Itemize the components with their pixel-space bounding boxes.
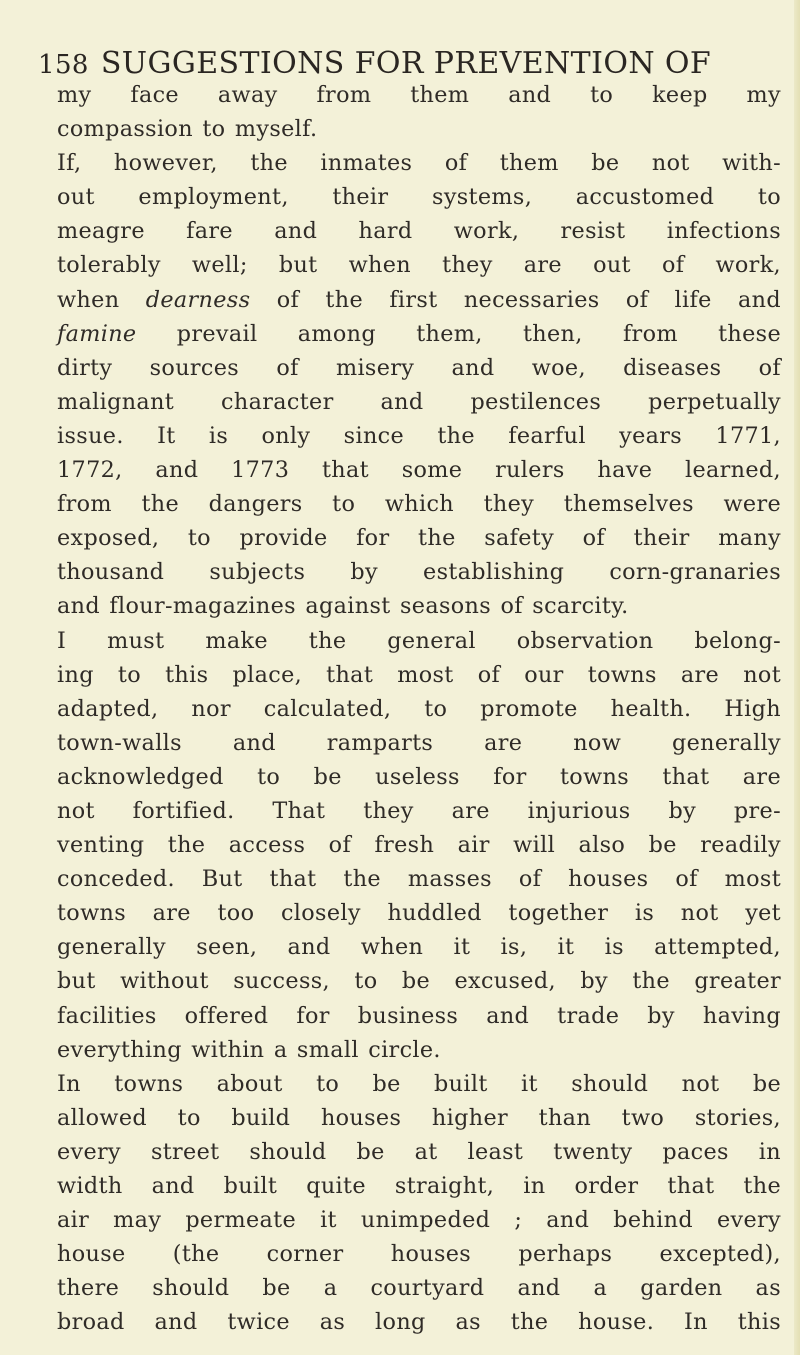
text-fragment: prevail among them, then, from these — [176, 320, 781, 347]
text-line: issue. It is only since the fearful years 1771, — [57, 422, 781, 449]
text-line: venting the access of fresh air will also be readily — [57, 832, 781, 859]
text-line: but without success, to be excused, by the greater — [57, 968, 781, 995]
text-line: ing to this place, that most of our towns are not — [57, 661, 781, 688]
text-line: generally seen, and when it is, it is attempted, — [57, 934, 781, 961]
page-edge — [794, 0, 800, 1355]
emphasis-famine: famine — [57, 320, 137, 347]
text-line: dirty sources of misery and woe, diseases of — [57, 354, 781, 381]
text-line: everything within a small circle. — [57, 1036, 441, 1063]
text-line: conceded. But that the masses of houses of most — [57, 866, 781, 893]
text-line: I must make the general observation belong- — [57, 627, 781, 654]
body-text — [57, 78, 781, 1339]
text-line: broad and twice as long as the house. In this — [57, 1309, 781, 1336]
text-line: In towns about to be built it should not be — [57, 1070, 781, 1097]
text-line: malignant character and pestilences perpetually — [57, 388, 781, 415]
text-line: meagre fare and hard work, resist infections — [57, 218, 781, 245]
text-line-mixed — [57, 317, 781, 351]
text-line: If, however, the inmates of them be not with- — [57, 150, 781, 177]
running-title: SUGGESTIONS FOR PREVENTION OF — [100, 46, 712, 81]
text-line: out employment, their systems, accustomed to — [57, 184, 781, 211]
text-line: compassion to myself. — [57, 116, 318, 143]
text-line: width and built quite straight, in order that the — [57, 1173, 781, 1199]
text-fragment: when — [57, 286, 120, 313]
text-line: thousand subjects by establishing corn-granaries — [57, 559, 781, 586]
text-line: towns are too closely huddled together is not yet — [57, 900, 781, 927]
text-fragment: of the first necessaries of life and — [276, 286, 781, 313]
text-line: facilities offered for business and trade by having — [57, 1002, 781, 1029]
text-line: town-walls and ramparts are now generally — [57, 729, 781, 756]
text-line: my face away from them and to keep my — [57, 82, 781, 108]
text-line: adapted, nor calculated, to promote health. High — [57, 695, 781, 722]
text-line: allowed to build houses higher than two stories, — [57, 1104, 781, 1131]
page-number: 158 — [38, 50, 89, 80]
text-line: acknowledged to be useless for towns that are — [57, 763, 781, 790]
text-line: from the dangers to which they themselves were — [57, 491, 781, 518]
text-line: exposed, to provide for the safety of their many — [57, 525, 781, 552]
text-line: and flour-magazines against seasons of scarcity. — [57, 593, 629, 620]
text-line: air may permeate it unimpeded ; and behind every — [57, 1207, 781, 1234]
text-line-mixed — [57, 283, 781, 317]
text-line: not fortified. That they are injurious by pre- — [57, 797, 781, 824]
running-head — [38, 46, 798, 81]
text-line: 1772, and 1773 that some rulers have learned, — [57, 457, 781, 484]
emphasis-dearness: dearness — [145, 286, 251, 313]
text-line: every street should be at least twenty paces in — [57, 1138, 781, 1165]
text-line: house (the corner houses perhaps excepted), — [57, 1241, 781, 1268]
text-line: tolerably well; but when they are out of work, — [57, 252, 781, 279]
text-line: there should be a courtyard and a garden as — [57, 1275, 781, 1302]
